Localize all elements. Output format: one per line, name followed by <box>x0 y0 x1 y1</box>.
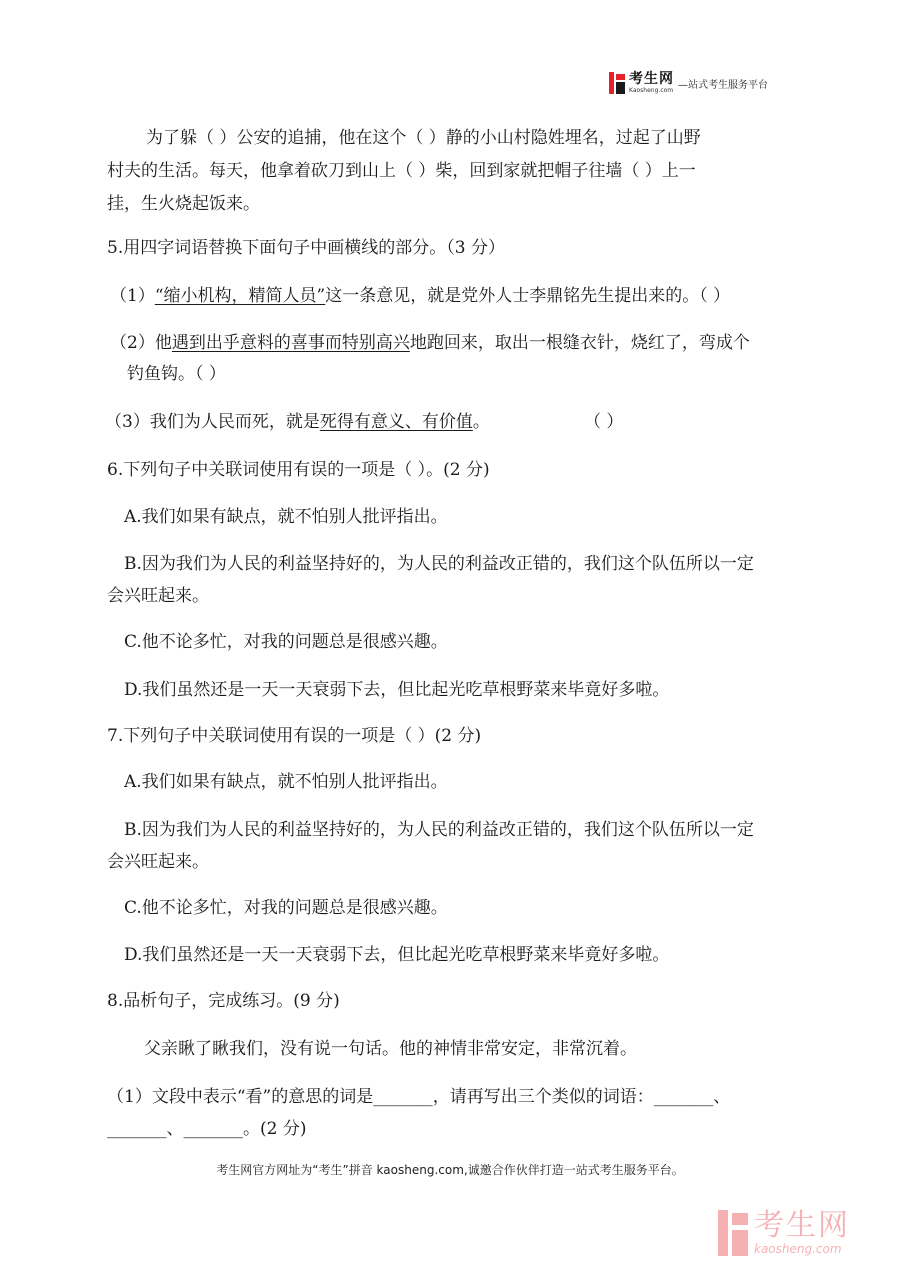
watermark <box>718 1208 850 1258</box>
q8-sub-1-line-2: _______、_______。(2 分) <box>107 1119 307 1139</box>
q6-option-a: A.我们如果有缺点，就不怕别人批评指出。 <box>124 507 448 527</box>
header-logo <box>609 70 768 96</box>
watermark-name: 考生网 <box>754 1208 850 1243</box>
q5-s1-underlined: “缩小机构，精简人员” <box>154 286 326 306</box>
q5-sentence-3 <box>105 407 490 432</box>
passage-line-1: 为了躲（ ）公安的追捕，他在这个（ ）静的小山村隐姓埋名，过起了山野 <box>146 128 701 148</box>
logo-slogan: —站式考生服务平台 <box>678 79 768 91</box>
logo-domain: Kaosheng.com <box>629 87 674 94</box>
q7-title: 7.下列句子中关联词使用有误的一项是（ ）(2 分) <box>107 726 482 746</box>
watermark-logo-icon <box>718 1210 748 1256</box>
q5-s2-prefix: （2）他 <box>110 333 172 353</box>
q6-option-b-line-2: 会兴旺起来。 <box>107 586 209 606</box>
q7-option-c: C.他不论多忙，对我的问题总是很感兴趣。 <box>124 898 448 918</box>
q7-option-b-line-2: 会兴旺起来。 <box>107 852 209 872</box>
q8-sub-1-line-1: （1）文段中表示“看”的意思的词是_______，请再写出三个类似的词语：_______、 <box>107 1087 731 1107</box>
q8-title: 8.品析句子，完成练习。(9 分) <box>107 991 340 1011</box>
watermark-domain: kaosheng.com <box>754 1242 842 1256</box>
q7-option-a: A.我们如果有缺点，就不怕别人批评指出。 <box>124 772 448 792</box>
q7-option-d: D.我们虽然还是一天一天衰弱下去，但比起光吃草根野菜来毕竟好多啦。 <box>124 945 670 965</box>
logo-name: 考生网 <box>629 71 674 87</box>
q5-s1-rest: 这一条意见，就是党外人士李鼎铭先生提出来的。（ ） <box>325 286 731 306</box>
q5-s2-underlined: 遇到出乎意料的喜事而特别高兴 <box>171 333 410 353</box>
q5-sentence-2-cont: 钓鱼钩。（ ） <box>127 364 226 384</box>
passage-line-2: 村夫的生活。每天，他拿着砍刀到山上（ ）柴，回到家就把帽子往墙（ ）上一 <box>107 161 696 181</box>
q5-s3-rest: 。 <box>472 412 490 432</box>
q5-sentence-1 <box>110 281 730 306</box>
q5-s3-answer-blank: （ ） <box>584 412 624 432</box>
q8-passage: 父亲瞅了瞅我们，没有说一句话。他的神情非常安定，非常沉着。 <box>144 1039 637 1059</box>
q7-option-b-line-1: B.因为我们为人民的利益坚持好的，为人民的利益改正错的，我们这个队伍所以一定 <box>124 820 754 840</box>
q6-title: 6.下列句子中关联词使用有误的一项是（ ）。(2 分) <box>107 460 490 480</box>
q6-option-c: C.他不论多忙，对我的问题总是很感兴趣。 <box>124 632 448 652</box>
q5-s3-prefix: （3）我们为人民而死，就是 <box>105 412 320 432</box>
kaosheng-logo-icon <box>609 72 625 94</box>
q5-sentence-2 <box>110 328 750 353</box>
q5-s2-rest: 地跑回来，取出一根缝衣针，烧红了，弯成个 <box>409 333 750 353</box>
q5-s1-prefix: （1） <box>110 286 155 306</box>
q6-option-d: D.我们虽然还是一天一天衰弱下去，但比起光吃草根野菜来毕竟好多啦。 <box>124 680 670 700</box>
q5-s3-underlined: 死得有意义、有价值 <box>319 412 473 432</box>
footer-text: 考生网官方网址为“考生”拼音 kaosheng.com,诚邀合作伙伴打造一站式考生服务平台。 <box>216 1163 684 1177</box>
q5-title: 5.用四字词语替换下面句子中画横线的部分。（3 分） <box>107 238 505 258</box>
passage-line-3: 挂，生火烧起饭来。 <box>107 194 260 214</box>
q6-option-b-line-1: B.因为我们为人民的利益坚持好的，为人民的利益改正错的，我们这个队伍所以一定 <box>124 554 754 574</box>
